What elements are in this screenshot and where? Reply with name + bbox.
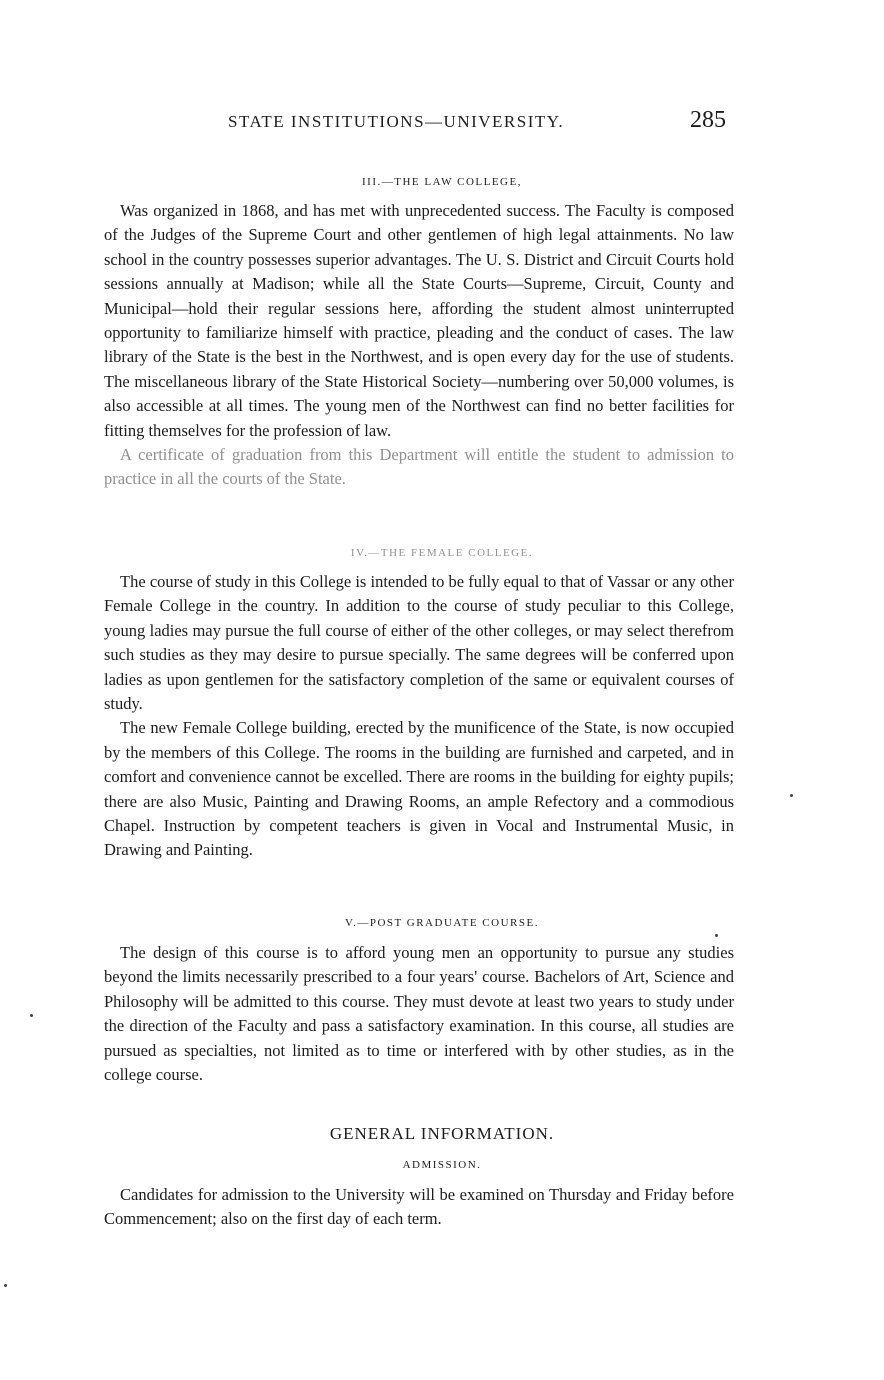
page-number: 285 <box>690 107 726 133</box>
law-college-certificate-paragraph: A certificate of graduation from this Department will entitle the student to admission to practice in all the courts of the State. <box>104 445 734 489</box>
admission-paragraph: Candidates for admission to the University will be examined on Thursday and Friday before Commencement; also on the first day of each term. <box>104 1185 734 1229</box>
print-speck <box>715 934 718 937</box>
law-college-body <box>104 199 734 492</box>
female-college-building-paragraph: The new Female College building, erected by the munificence of the State, is now occupied by the members of this College. The rooms in the building are furnished and carpeted, and in comfort and convenience cannot be excelled. There are rooms in the building for eighty pupils; there are also Music, Painting and Drawing Rooms, an ample Refectory and a commodious Chapel. Instruction by competent teachers is given in Vocal and Instrumental Music, in Drawing and Painting. <box>104 718 734 860</box>
general-information-heading: GENERAL INFORMATION. <box>329 1124 555 1143</box>
print-speck <box>4 1284 7 1287</box>
law-college-paragraph: Was organized in 1868, and has met with unprecedented success. The Faculty is composed of the Judges of the Supreme Court and other gentlemen of high legal attainments. No law school in the country possesses superior advantages. The U. S. District and Circuit Courts hold sessions annually at Madison; while all the State Courts—Supreme, Circuit, County and Municipal—hold their regular sessions here, affording the student almost uninterrupted opportunity to familiarize himself with practice, pleading and the conduct of cases. The law library of the State is the best in the Northwest, and is open every day for the use of students. The miscellaneous library of the State Historical Society—numbering over 50,000 volumes, is also accessible at all times. The young men of the Northwest can find no better facilities for fitting themselves for the profession of law. <box>104 201 734 440</box>
admission-body <box>104 1183 734 1232</box>
running-head: STATE INSTITUTIONS—UNIVERSITY. <box>228 112 565 131</box>
admission-subheading: ADMISSION. <box>402 1159 482 1171</box>
post-graduate-paragraph: The design of this course is to afford young men an opportunity to pursue any studies beyond the limits necessarily prescribed to a four years' course. Bachelors of Art, Science and Philosophy will be admitted to this course. They must devote at least two years to study under the direction of the Faculty and pass a satisfactory examination. In this course, all studies are pursued as specialties, not limited as to time or interfered with by other studies, as in the college course. <box>104 943 734 1085</box>
female-college-paragraph: The course of study in this College is intended to be fully equal to that of Vassar or any other Female College in the country. In addition to the course of study peculiar to this College, young ladies may pursue the full course of either of the other colleges, or may select therefrom such studies as they may desire to pursue specially. The same degrees will be conferred upon ladies as upon gentlemen for the satisfactory completion of the same or equivalent courses of study. <box>104 572 734 714</box>
post-graduate-body <box>104 941 734 1087</box>
female-college-heading: IV.—THE FEMALE COLLEGE. <box>350 547 534 559</box>
post-graduate-heading: V.—POST GRADUATE COURSE. <box>345 917 539 929</box>
law-college-heading: III.—THE LAW COLLEGE, <box>362 176 522 188</box>
print-speck <box>790 794 793 797</box>
female-college-body <box>104 570 734 863</box>
print-speck <box>30 1014 33 1017</box>
